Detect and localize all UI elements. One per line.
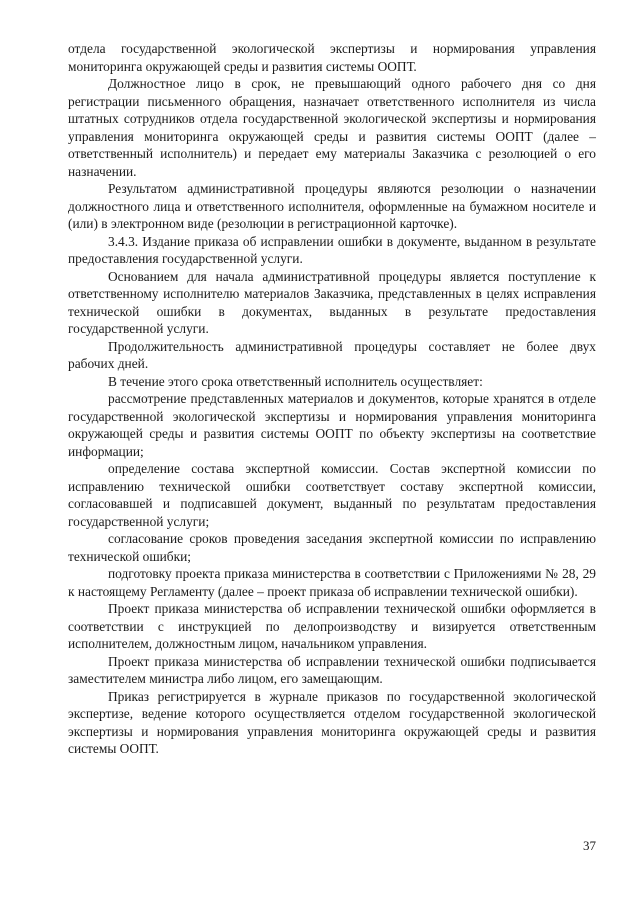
paragraph: В течение этого срока ответственный исполнитель осуществляет: bbox=[108, 373, 483, 389]
paragraph: Должностное лицо в срок, не превышающий одного рабочего дня со дня регистрации письменного обращения, назначает ответственного исполнителя из числа штатных сотрудников отдела государственной экологической экспертизы и нормирования управления мониторинга окружающей среды и развития системы ООПТ (далее – ответственный исполнитель) и передает ему материалы Заказчика с резолюцией о его назначении. bbox=[68, 76, 596, 179]
paragraph: Основанием для начала административной процедуры является поступление к ответственному исполнителю материалов Заказчика, представленных в целях исправления технической ошибки в документах, выданных в результате предоставления государственной услуги. bbox=[68, 268, 596, 336]
section-heading-3-4-3: 3.4.3. Издание приказа об исправлении ошибки в документе, выданном в результате предоставления государственной услуги. bbox=[68, 233, 596, 266]
paragraph: Результатом административной процедуры являются резолюции о назначении должностного лица и ответственного исполнителя, оформленные на бумажном носителе и (или) в электронном виде (резолюции в регистрационной карточке). bbox=[68, 181, 596, 231]
paragraph-continuation: отдела государственной экологической экспертизы и нормирования управления мониторинга окружающей среды и развития системы ООПТ. bbox=[68, 41, 596, 74]
paragraph: Проект приказа министерства об исправлении технической ошибки оформляется в соответствии с инструкцией по делопроизводству и визируется ответственным исполнителем, должностным лицом, начальником управления. bbox=[68, 601, 596, 651]
body-text bbox=[68, 40, 596, 758]
list-item: подготовку проекта приказа министерства в соответствии с Приложениями № 28, 29 к настоящему Регламенту (далее – проект приказа об исправлении технической ошибки). bbox=[68, 566, 596, 599]
list-item: согласование сроков проведения заседания экспертной комиссии по исправлению технической ошибки; bbox=[68, 531, 596, 564]
paragraph: Приказ регистрируется в журнале приказов по государственной экологической экспертизе, ведение которого осуществляется отделом государственной экологической экспертизы и нормирования управления мониторинга окружающей среды и развития системы ООПТ. bbox=[68, 688, 596, 756]
paragraph: Продолжительность административной процедуры составляет не более двух рабочих дней. bbox=[68, 338, 596, 371]
list-item: определение состава экспертной комиссии. Состав экспертной комиссии по исправлению технической ошибки соответствует составу экспертной комиссии, согласовавшей и подписавшей документ, выданный по результатам предоставления государственной услуги; bbox=[68, 461, 596, 529]
paragraph: Проект приказа министерства об исправлении технической ошибки подписывается заместителем министра либо лицом, его замещающим. bbox=[68, 653, 596, 686]
page-number: 37 bbox=[583, 838, 596, 853]
list-item: рассмотрение представленных материалов и документов, которые хранятся в отделе государственной экологической экспертизы и нормирования управления мониторинга окружающей среды и развития системы ООПТ по объекту экспертизы на соответствие информации; bbox=[68, 391, 596, 459]
